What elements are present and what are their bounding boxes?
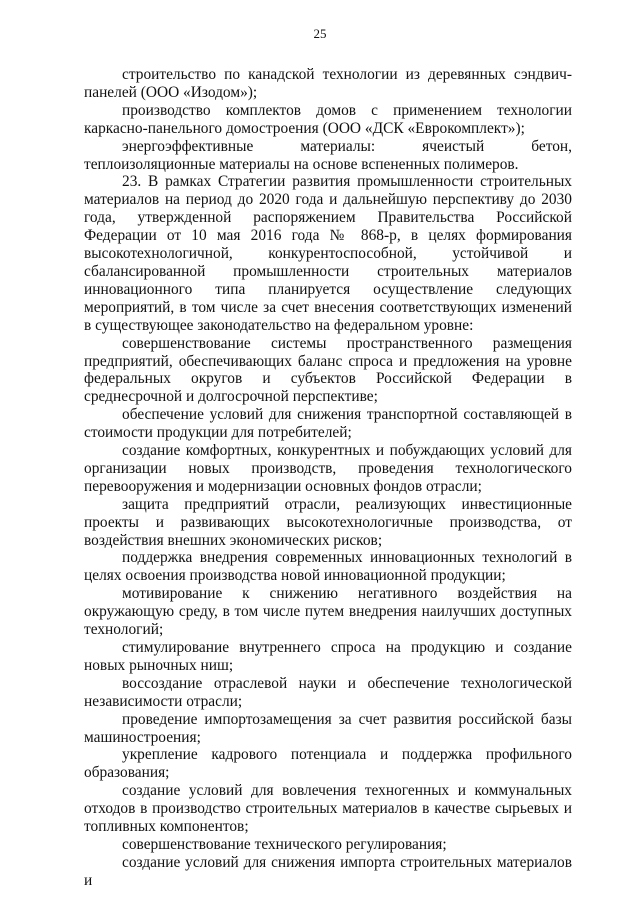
paragraph: воссоздание отраслевой науки и обеспечение технологической независимости отрасли; (84, 674, 572, 710)
paragraph: производство комплектов домов с применением технологии каркасно-панельного домостроения (ООО «ДСК «Еврокомплект»); (84, 101, 572, 137)
paragraph: укрепление кадрового потенциала и поддержка профильного образования; (84, 746, 572, 782)
paragraph: создание условий для снижения импорта строительных материалов и (84, 853, 572, 889)
paragraph: проведение импортозамещения за счет развития российской базы машиностроения; (84, 710, 572, 746)
paragraph: защита предприятий отрасли, реализующих инвестиционные проекты и развивающих высокотехнологичные производства, от воздействия внешних экономических рисков; (84, 495, 572, 549)
paragraph: мотивирование к снижению негативного воздействия на окружающую среду, в том числе путем внедрения наилучших доступных технологий; (84, 585, 572, 639)
paragraph: энергоэффективные материалы: ячеистый бетон, теплоизоляционные материалы на основе вспененных полимеров. (84, 137, 572, 173)
paragraph: строительство по канадской технологии из деревянных сэндвич-панелей (ООО «Изодом»); (84, 66, 572, 101)
paragraph: совершенствование системы пространственного размещения предприятий, обеспечивающих баланс спроса и предложения на уровне федеральных округов и субъектов Российской Федерации в среднесрочной и долгосрочной перспективе; (84, 334, 572, 406)
paragraph: стимулирование внутреннего спроса на продукцию и создание новых рыночных ниш; (84, 639, 572, 674)
paragraph: совершенствование технического регулирования; (122, 835, 447, 853)
paragraph-item-23: 23. В рамках Стратегии развития промышленности строительных материалов на период до 2020 года и дальнейшую перспективу до 2030 года, утвержденной распоряжением Правительства Российской Федерации от 10 мая 2016 года № 868-р, в целях формирования высокотехнологичной, конкурентоспособной, устойчивой и сбалансированной промышленности строительных материалов инновационного типа планируется осуществление следующих мероприятий, в том числе за счет внесения соответствующих изменений в существующее законодательство на федеральном уровне: (84, 173, 572, 334)
paragraph: поддержка внедрения современных инновационных технологий в целях освоения производства новой инновационной продукции; (84, 549, 572, 585)
paragraph: создание условий для вовлечения техногенных и коммунальных отходов в производство строительных материалов в качестве сырьевых и топливных компонентов; (84, 782, 572, 836)
paragraph: создание комфортных, конкурентных и побуждающих условий для организации новых производств, проведения технологического перевооружения и модернизации основных фондов отрасли; (84, 442, 572, 495)
document-body (84, 66, 572, 890)
page-number: 25 (313, 26, 327, 41)
paragraph: обеспечение условий для снижения транспортной составляющей в стоимости продукции для потребителей; (84, 406, 572, 442)
